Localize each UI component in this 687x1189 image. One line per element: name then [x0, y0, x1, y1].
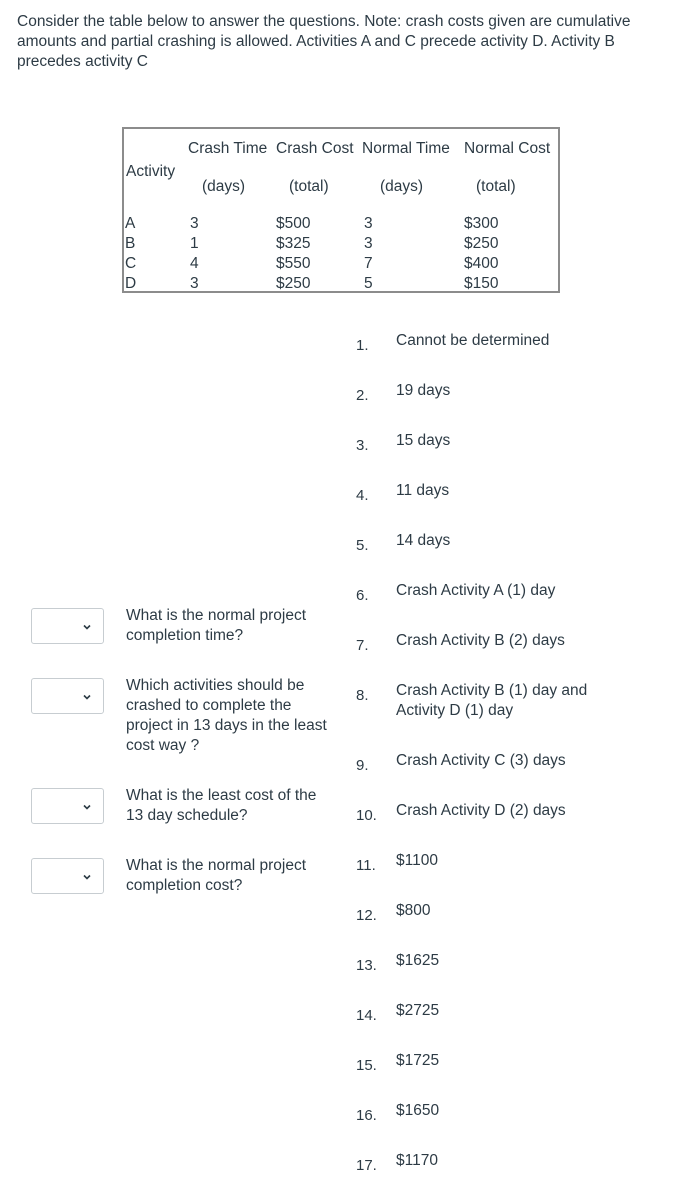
cell-crash-cost: $250 — [276, 275, 311, 292]
instructions-text: Consider the table below to answer the questions. Note: crash costs given are cumulative amounts and partial crashing is allowed. Activities A and C precede activity D. Activity B precedes activity C — [17, 13, 631, 70]
answer-number: 8. — [356, 687, 369, 704]
answer-text: $800 — [396, 902, 431, 919]
answer-number: 3. — [356, 437, 369, 454]
answer-number: 7. — [356, 637, 369, 654]
chevron-down-icon — [82, 622, 92, 632]
cell-crash-cost: $325 — [276, 235, 311, 252]
cell-activity: D — [125, 275, 137, 292]
cell-crash-time: 3 — [190, 275, 199, 292]
question-3-text: What is the least cost of the 13 day schedule? — [126, 787, 317, 824]
question-4-select[interactable] — [31, 858, 104, 894]
answer-number: 12. — [356, 907, 377, 924]
answer-text: Crash Activity D (2) days — [396, 802, 566, 819]
question-3-select[interactable] — [31, 788, 104, 824]
answer-text: $1725 — [396, 1052, 440, 1069]
question-2-text: Which activities should be crashed to complete the project in 13 days in the least cost way ? — [126, 677, 327, 754]
answer-number: 13. — [356, 957, 377, 974]
answer-text: Cannot be determined — [396, 332, 550, 349]
question-4-text: What is the normal project completion cost? — [126, 857, 307, 894]
header-crash-cost-unit: (total) — [289, 178, 329, 195]
cell-normal-cost: $150 — [464, 275, 499, 292]
answer-number: 16. — [356, 1107, 377, 1124]
cell-normal-time: 7 — [364, 255, 373, 272]
answer-text: 15 days — [396, 432, 451, 449]
answer-text: $1625 — [396, 952, 440, 969]
cell-activity: C — [125, 255, 137, 272]
cell-crash-cost: $550 — [276, 255, 311, 272]
cell-crash-time: 1 — [190, 235, 199, 252]
activity-table — [122, 127, 560, 293]
cell-normal-cost: $250 — [464, 235, 499, 252]
answer-text: Crash Activity B (2) days — [396, 632, 565, 649]
answer-number: 5. — [356, 537, 369, 554]
answer-number: 11. — [356, 857, 376, 874]
header-crash-time: Crash Time — [188, 140, 268, 157]
cell-activity: B — [125, 235, 136, 252]
answer-text: $1650 — [396, 1102, 440, 1119]
answer-text: $1100 — [396, 852, 438, 869]
answer-text: $2725 — [396, 1002, 440, 1019]
header-crash-time-unit: (days) — [202, 178, 246, 195]
answer-text: $1170 — [396, 1152, 438, 1169]
chevron-down-icon — [82, 692, 92, 702]
answer-text: Crash Activity C (3) days — [396, 752, 566, 769]
answer-text: Crash Activity A (1) day — [396, 582, 556, 599]
cell-normal-time: 3 — [364, 235, 373, 252]
answer-number: 15. — [356, 1057, 377, 1074]
cell-crash-time: 3 — [190, 215, 199, 232]
header-activity: Activity — [126, 163, 176, 180]
cell-crash-cost: $500 — [276, 215, 311, 232]
answer-number: 10. — [356, 807, 377, 824]
header-normal-time-unit: (days) — [380, 178, 424, 195]
cell-crash-time: 4 — [190, 255, 199, 272]
answer-number: 6. — [356, 587, 369, 604]
answer-number: 4. — [356, 487, 369, 504]
cell-activity: A — [125, 215, 136, 232]
cell-normal-cost: $400 — [464, 255, 499, 272]
answer-number: 14. — [356, 1007, 377, 1024]
answer-number: 2. — [356, 387, 369, 404]
answer-text: Crash Activity B (1) day and Activity D (1) day — [396, 682, 588, 719]
header-normal-cost-unit: (total) — [476, 178, 516, 195]
header-normal-time: Normal Time — [362, 140, 450, 157]
chevron-down-icon — [82, 872, 92, 882]
header-crash-cost: Crash Cost — [276, 140, 354, 157]
question-1-text: What is the normal project completion time? — [126, 607, 307, 644]
cell-normal-time: 3 — [364, 215, 373, 232]
question-2-select[interactable] — [31, 678, 104, 714]
answer-number: 17. — [356, 1157, 377, 1174]
answer-number: 1. — [356, 337, 369, 354]
answer-text: 19 days — [396, 382, 451, 399]
answer-number: 9. — [356, 757, 369, 774]
header-normal-cost: Normal Cost — [464, 140, 551, 157]
answer-text: 11 days — [396, 482, 450, 499]
cell-normal-cost: $300 — [464, 215, 499, 232]
cell-normal-time: 5 — [364, 275, 373, 292]
chevron-down-icon — [82, 802, 92, 812]
answer-text: 14 days — [396, 532, 451, 549]
question-1-select[interactable] — [31, 608, 104, 644]
